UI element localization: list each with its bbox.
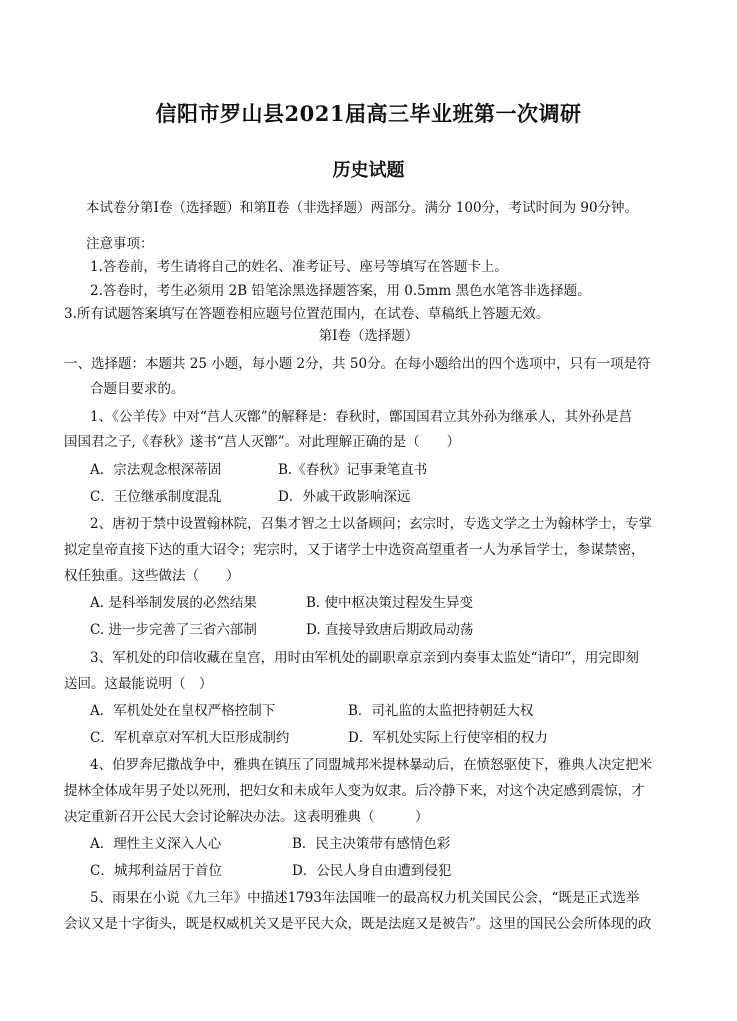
notes-heading: 注意事项：	[86, 236, 154, 252]
option-b: B．司礼监的太监把持朝廷大权	[348, 703, 534, 719]
question-text: 1、《公羊传》中对“莒人灭鄫”的解释是：春秋时，鄫国国君立其外孙为继承人，其外孙是莒	[90, 409, 633, 425]
option-c: C．城邦利益居于首位	[90, 863, 222, 879]
option-a: A．理性主义深入人心	[90, 836, 222, 852]
question-text: 4、伯罗奔尼撒战争中，雅典在镇压了同盟城邦米提林暴动后，在愤怒驱使下，雅典人决定把米	[90, 757, 653, 773]
question-text: 拟定皇帝直接下达的重大诏令；宪宗时，又于诸学士中选资高望重者一人为承旨学士，参谋禁密，	[64, 542, 645, 558]
option-c: C．王位继承制度混乱	[90, 489, 222, 505]
question-text: 送回。这最能说明（ ）	[64, 676, 213, 692]
option-d: D．军机处实际上行使宰相的权力	[348, 730, 548, 746]
option-a: A．军机处处在皇权严格控制下	[90, 703, 276, 719]
question-text: 决定重新召开公民大会讨论解决办法。这表明雅典（ ）	[64, 809, 429, 825]
question-text: 3、军机处的印信收藏在皇宫，用时由军机处的副职章京亲到内奏事太监处“请印”，用完即刻	[90, 650, 639, 666]
page-subtitle: 历史试题	[332, 160, 405, 181]
option-d: D．外戚干政影响深远	[278, 489, 411, 505]
option-b: B.《春秋》记事秉笔直书	[278, 462, 428, 478]
option-d: D. 直接导致唐后期政局动荡	[306, 622, 474, 638]
question-text: 2、唐初于禁中设置翰林院，召集才智之士以备顾问；玄宗时，专选文学之士为翰林学士，专掌	[90, 516, 653, 532]
option-a: A. 是科举制发展的必然结果	[90, 595, 257, 611]
page-title: 信阳市罗山县2021届高三毕业班第一次调研	[155, 101, 582, 126]
question-text: 国国君之子,《春秋》遂书“莒人灭鄫”。对此理解正确的是（ ）	[64, 434, 461, 450]
part-instructions: 一、选择题：本题共 25 小题，每小题 2分，共 50分。在每小题给出的四个选项中，只有一项是符	[64, 356, 651, 372]
exam-intro: 本试卷分第Ⅰ卷（选择题）和第Ⅱ卷（非选择题）两部分。满分 100分，考试时间为 90分钟。	[86, 200, 639, 216]
option-c: C．军机章京对军机大臣形成制约	[90, 730, 290, 746]
question-text: 会议又是十字街头，既是权威机关又是平民大众，既是法庭又是被告”。这里的国民公会所体现的政	[64, 916, 652, 932]
option-b: B．民主决策带有感情色彩	[292, 836, 451, 852]
question-text: 提林全体成年男子处以死刑，把妇女和未成年人变为奴隶。后冷静下来，对这个决定感到震惊，才	[64, 783, 645, 799]
question-text: 5、雨果在小说《九三年》中描述1793年法国唯一的最高权力机关国民公会，“既是正式选举	[90, 890, 640, 906]
part-instructions: 合题目要求的。	[90, 381, 185, 397]
note-item: 2.答卷时，考生必须用 2B 铅笔涂黑选择题答案，用 0.5mm 黑色水笔答非选择题。	[90, 283, 591, 299]
note-item: 1.答卷前，考生请将自己的姓名、准考证号、座号等填写在答题卡上。	[90, 259, 508, 275]
option-a: A．宗法观念根深蒂固	[90, 462, 222, 478]
option-c: C. 进一步完善了三省六部制	[90, 622, 257, 638]
option-b: B. 使中枢决策过程发生异变	[306, 595, 474, 611]
section-heading: 第Ⅰ卷（选择题）	[318, 328, 419, 344]
question-text: 权任独重。这些做法（ ）	[64, 568, 240, 584]
note-item: 3.所有试题答案填写在答题卷相应题号位置范围内，在试卷、草稿纸上答题无效。	[64, 306, 550, 322]
option-d: D．公民人身自由遭到侵犯	[292, 863, 452, 879]
